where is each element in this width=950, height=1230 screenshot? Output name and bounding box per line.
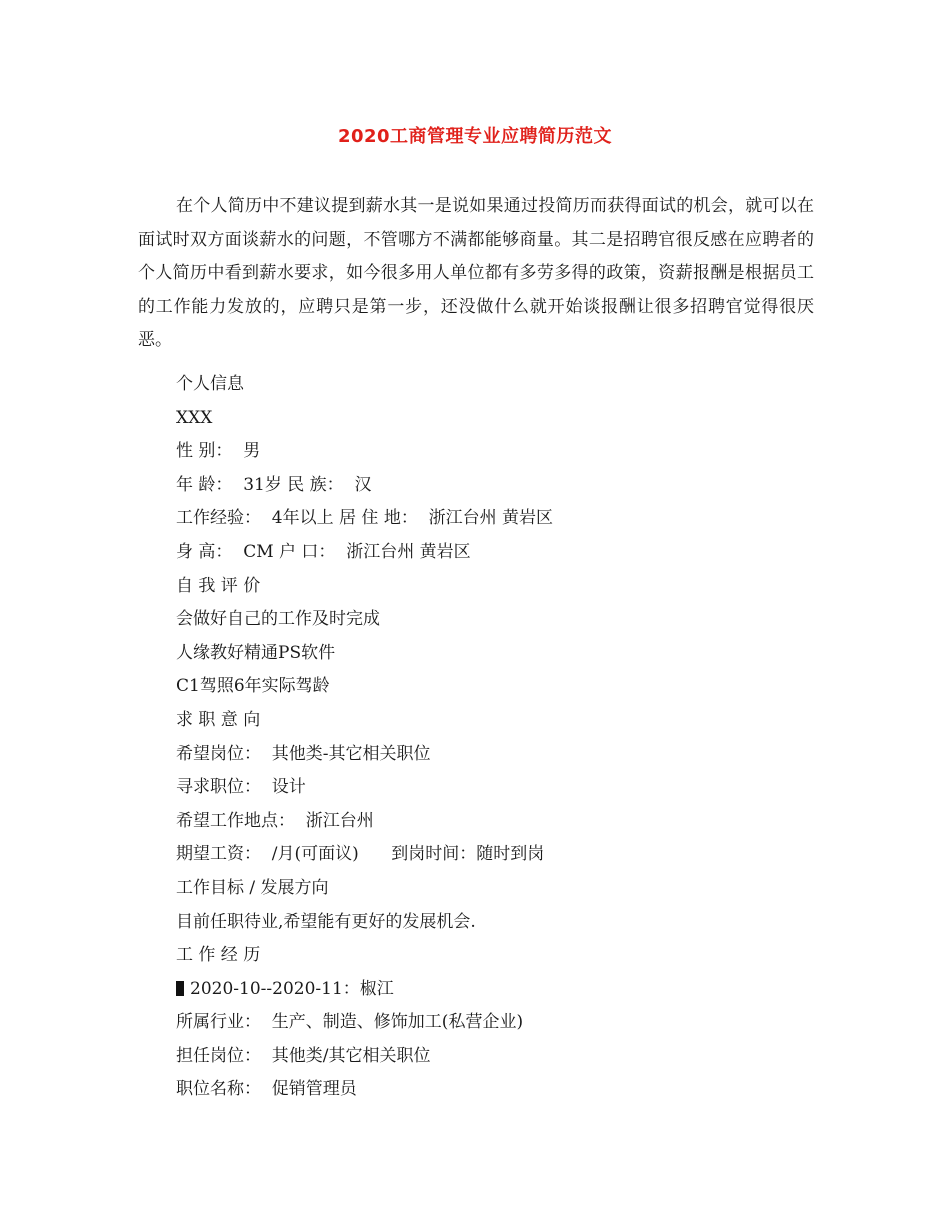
desired-location-line: 希望工作地点： 浙江台州 <box>176 810 374 831</box>
section-heading-personal-info: 个人信息 <box>176 374 244 394</box>
intro-paragraph: 在个人简历中不建议提到薪水其一是说如果通过投简历而获得面试的机会，就可以在面试时双方面谈薪水的问题，不管哪方不满都能够商量。其二是招聘官很反感在应聘者的个人简历中看到薪水要求，如今很多用人单位都有多劳多得的政策，资薪报酬是根据员工的工作能力发放的，应聘只是第一步，还没做什么就开始谈报酬让很多招聘官觉得很厌恶。 <box>138 196 814 350</box>
resume-name: XXX <box>176 407 213 428</box>
document-title: 2020工商管理专业应聘简历范文 <box>337 126 613 147</box>
section-heading-job-intention: 求 职 意 向 <box>176 709 261 730</box>
self-evaluation-line: C1驾照6年实际驾龄 <box>176 676 330 697</box>
section-heading-work-history: 工 作 经 历 <box>176 945 261 966</box>
section-heading-goals: 工作目标 / 发展方向 <box>176 877 329 898</box>
height-household-line: 身 高： CM 户 口： 浙江台州 黄岩区 <box>176 541 471 562</box>
role-line: 担任岗位： 其他类/其它相关职位 <box>176 1045 431 1066</box>
self-evaluation-line: 会做好自己的工作及时完成 <box>176 609 380 630</box>
square-bullet-icon <box>176 981 184 996</box>
gender-line: 性 别： 男 <box>176 441 261 462</box>
work-period-line <box>176 973 816 1007</box>
goals-line: 目前任职待业,希望能有更好的发展机会. <box>176 911 476 932</box>
sought-position-line: 寻求职位： 设计 <box>176 777 306 798</box>
experience-residence-line: 工作经验： 4年以上 居 住 地： 浙江台州 黄岩区 <box>176 508 554 529</box>
section-heading-self-evaluation: 自 我 评 价 <box>176 575 261 596</box>
desired-position-line: 希望岗位： 其他类-其它相关职位 <box>176 743 431 764</box>
age-ethnicity-line: 年 龄： 31岁 民 族： 汉 <box>176 474 372 495</box>
work-period-text: 2020-10--2020-11：椒江 <box>190 978 394 999</box>
job-title-line: 职位名称： 促销管理员 <box>176 1079 357 1100</box>
salary-availability-line: 期望工资： /月(可面议) 到岗时间：随时到岗 <box>176 844 545 865</box>
resume-lines <box>176 368 816 1107</box>
industry-line: 所属行业： 生产、制造、修饰加工(私营企业) <box>176 1012 524 1033</box>
self-evaluation-line: 人缘教好精通PS软件 <box>176 642 336 663</box>
